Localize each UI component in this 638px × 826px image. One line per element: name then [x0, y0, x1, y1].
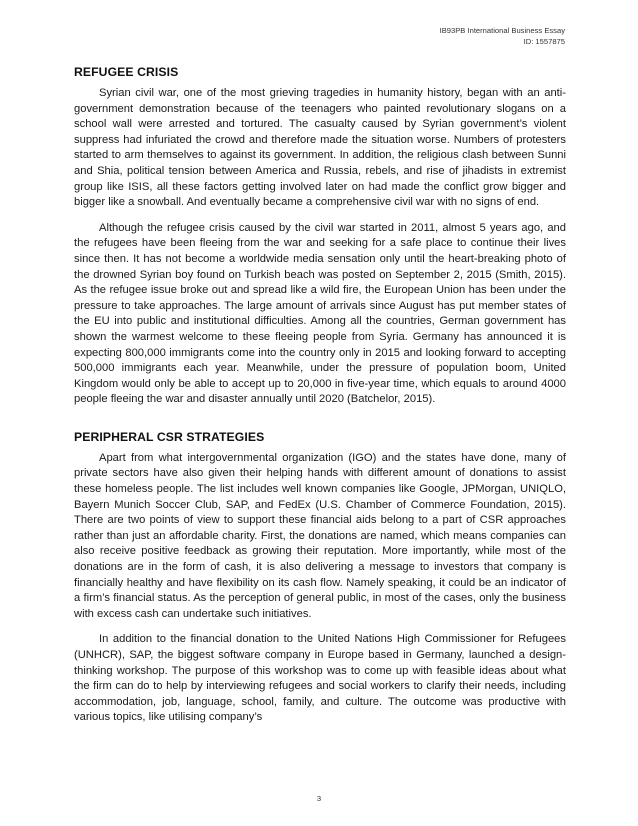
document-body	[74, 65, 566, 726]
paragraph-private-sector-donations: Apart from what intergovernmental organization (IGO) and the states have done, many of private sectors have also given their helping hands with different amount of donations to assist these homeless people. The list includes well known companies like Google, JPMorgan, UNIQLO, Bayern Munich Soccer Club, SAP, and FedEx (U.S. Chamber of Commerce Foundation, 2015). There are two points of view to support these financial aids belong to a part of CSR approaches rather than just an affordable charity. First, the donations are named, which means companies can also receive positive feedback as growing their reputation. More importantly, while most of the donations are in the form of cash, it is also delivering a message to investors that company is financially healthy and have flexibility on its cash flow. Namely speaking, it could be an indicator of a firm’s financial status. As the perception of general public, in most of the cases, only the business with excess cash can undertake such initiatives.	[74, 451, 566, 620]
header-course-title: IB93PB International Business Essay	[439, 26, 565, 35]
paragraph-refugee-crisis-europe: Although the refugee crisis caused by the civil war started in 2011, almost 5 years ago, and the refugees have been fleeing from the war and seeking for a safe place to continue their lives since then. It has not become a worldwide media sensation only until the heart-breaking photo of the drowned Syrian boy found on Turkish beach was posted on September 2, 2015 (Smith, 2015). As the refugee issue broke out and spread like a wild fire, the European Union has been under the pressure to take approaches. The large amount of arrivals since August has put member states of the EU into public and institutional difficulties. Among all the countries, German government has shown the warmest welcome to these fleeing people from Syria. Germany has announced it is expecting 800,000 immigrants come into the country only in 2015 and looking forward to accepting 500,000 immigrants each year. Meanwhile, under the pressure of population boom, United Kingdom would only be able to accept up to 20,000 in five-year time, which equals to around 4000 people fleeing the war and disaster annually until 2020 (Batchelor, 2015).	[74, 221, 566, 406]
paragraph-syrian-civil-war: Syrian civil war, one of the most grieving tragedies in humanity history, began with an anti-government demonstration because of the teenagers who painted revolutionary slogans on a school wall were arrested and tortured. The casualty caused by Syrian government’s violent suppress had infuriated the crowd and therefore made the situation worse. Numbers of protesters started to arm themselves to against its government. In addition, the religious clash between Sunni and Shia, political tension between America and Russia, rebels, and rise of jihadists in extremist group like ISIS, all these factors getting involved later on had made the conflict grow bigger and bigger like a snowball. And eventually became a comprehensive civil war with no signs of end.	[74, 87, 566, 209]
page-header	[440, 25, 565, 47]
section-heading-peripheral-csr: PERIPHERAL CSR STRATEGIES	[74, 429, 265, 444]
paragraph-sap-workshop: In addition to the financial donation to the United Nations High Commissioner for Refugees (UNHCR), SAP, the biggest software company in Europe based in Germany, launched a design-thinking workshop. The purpose of this workshop was to come up with feasible ideas about what the firm can do to help by interviewing refugees and social workers to clarify their needs, including accommodation, job, language, school, family, and culture. The outcome was productive with various topics, like utilising company’s	[74, 633, 566, 724]
page-number: 3	[316, 794, 322, 803]
section-heading-refugee-crisis: REFUGEE CRISIS	[74, 65, 179, 79]
header-student-id: ID: 1557875	[523, 37, 565, 46]
